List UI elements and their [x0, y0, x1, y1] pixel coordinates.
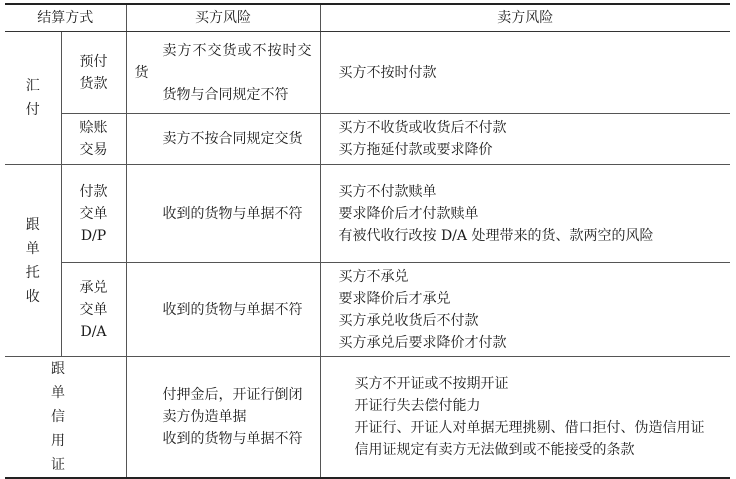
risk-text: 付押金后，开证行倒闭	[162, 387, 303, 403]
method-remittance: 汇 付	[5, 32, 61, 165]
risk-item: 买方拖延付款或要求降价	[338, 142, 493, 158]
risk-text: 货物与合同规定不符	[162, 86, 289, 103]
risk-item: 买方不承兑	[338, 268, 409, 285]
buyer-risk-cell	[126, 32, 320, 114]
table-row	[5, 32, 730, 114]
risk-item: 信用证规定有卖方无法做到或不能接受的条款	[354, 442, 635, 458]
buyer-risk-cell	[126, 165, 320, 263]
risk-text: 卖方不交货或不按时交货	[134, 42, 312, 81]
method-letter-of-credit: 跟 单 信 用 证	[5, 357, 126, 479]
risk-item: 开证行失去偿付能力	[354, 398, 481, 414]
header-row	[5, 4, 730, 32]
buyer-risk-cell	[126, 357, 320, 479]
document-page	[5, 3, 730, 479]
risk-item: 要求降价后才付款赎单	[338, 205, 479, 222]
table-row	[5, 114, 730, 165]
risk-text: 收到的货物与单据不符	[162, 301, 303, 318]
risk-text: 卖方伪造单据	[162, 409, 247, 425]
risk-item: 要求降价后才承兑	[338, 290, 451, 307]
submethod-da: 承兑 交单 D/A	[61, 263, 126, 357]
risk-text: 卖方不按合同规定交货	[162, 131, 303, 147]
risk-item: 买方不开证或不按期开证	[354, 376, 509, 392]
risk-item: 买方不收货或收货后不付款	[338, 120, 507, 136]
risk-item: 买方承兑后要求降价才付款	[338, 334, 507, 351]
seller-risk-cell	[320, 32, 730, 114]
submethod-open-account: 赊账 交易	[61, 114, 126, 165]
header-buyer-risk: 买方风险	[126, 4, 320, 32]
risk-text: 收到的货物与单据不符	[162, 205, 303, 222]
risk-item: 买方不付款赎单	[338, 183, 437, 200]
submethod-prepaid: 预付 货款	[61, 32, 126, 114]
risk-item: 开证行、开证人对单据无理挑剔、借口拒付、伪造信用证	[354, 420, 705, 436]
buyer-risk-cell	[126, 114, 320, 165]
table-row	[5, 263, 730, 357]
method-documentary-collection: 跟 单 托 收	[5, 165, 61, 357]
risk-item: 买方承兑收货后不付款	[338, 312, 479, 329]
risk-text: 收到的货物与单据不符	[162, 431, 303, 447]
seller-risk-cell	[320, 263, 730, 357]
risk-item: 有被代收行改按 D/A 处理带来的货、款两空的风险	[338, 227, 654, 244]
submethod-dp: 付款 交单 D/P	[61, 165, 126, 263]
seller-risk-cell	[320, 357, 730, 479]
seller-risk-cell	[320, 165, 730, 263]
table-row	[5, 165, 730, 263]
header-seller-risk: 卖方风险	[320, 4, 730, 32]
risk-item: 买方不按时付款	[338, 64, 437, 81]
seller-risk-cell	[320, 114, 730, 165]
buyer-risk-cell	[126, 263, 320, 357]
header-method: 结算方式	[5, 4, 126, 32]
risk-comparison-table	[5, 3, 730, 479]
table-row	[5, 357, 730, 479]
